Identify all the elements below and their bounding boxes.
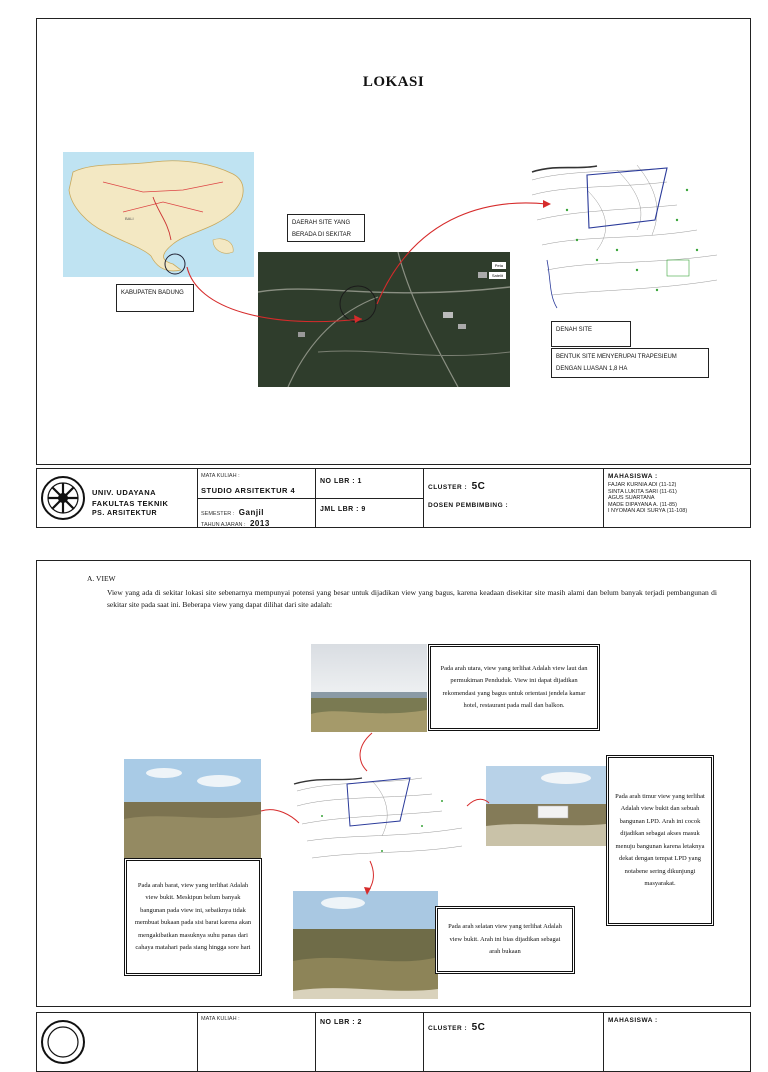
tb-course	[198, 469, 316, 527]
label-denah: DENAH SITE	[551, 321, 631, 347]
student-name: MADE DIPAYANA A. (11-85)	[608, 501, 677, 508]
tb-sheet-numbers	[316, 469, 424, 527]
intro-paragraph: View yang ada di sekitar lokasi site sebenarnya mempunyai potensi yang besar untuk dijadikan view yang bagus, karena keadaan disekitar site masih alami dan belum banyak terjadi pembangunan di sekitar site pada saat ini. Beberapa view yang dapat dilihat dari site adalah:	[107, 588, 717, 609]
tb2-cluster-row	[428, 1017, 485, 1035]
tb2-mahasiswa-label: MAHASISWA :	[608, 1017, 658, 1024]
tb-cluster	[424, 469, 604, 527]
label-kabupaten: KABUPATEN BADUNG	[116, 284, 194, 312]
tb-fakultas: FAKULTAS TEKNIK	[92, 499, 169, 508]
tb-mata-kuliah: STUDIO ARSITEKTUR 4	[201, 486, 296, 495]
tb-prodi: PS. ARSITEKTUR	[92, 510, 158, 517]
sheet-lokasi	[36, 18, 751, 465]
connector-arrows	[37, 19, 750, 464]
tb-cluster-value: 5C	[471, 481, 486, 492]
sheet-view	[36, 560, 751, 1007]
tb-tahun-row	[201, 513, 270, 531]
tb-univ: UNIV. UDAYANA	[92, 488, 157, 497]
map-button-peta[interactable]: Peta	[492, 262, 506, 269]
tb2-course	[198, 1013, 316, 1071]
tb-semester-label: SEMESTER :	[201, 511, 235, 517]
university-logo-icon	[40, 1019, 86, 1065]
caption-north: Pada arah utara, view yang terlihat Adalah view laut dan permukiman Penduduk. View ini dapat dijadikan rekomendasi yang bagus untuk orientasi jendela kamar hotel, restaurant pada mall dan balkon.	[428, 644, 600, 731]
tb2-cluster-value: 5C	[471, 1022, 486, 1033]
tb-mahasiswa-label: MAHASISWA :	[608, 473, 658, 480]
university-logo-icon	[40, 475, 86, 521]
tb-no-lbr: NO LBR : 1	[320, 478, 362, 485]
caption-south: Pada arah selatan view yang terlihat Adalah view bukit. Arah ini bias dijadikan sebagai arah bukaan	[435, 906, 575, 974]
student-name: I NYOMAN ADI SURYA (11-108)	[608, 508, 688, 515]
tb-mk-label: MATA KULIAH :	[201, 473, 240, 479]
tb2-no-lbr: NO LBR : 2	[320, 1019, 362, 1026]
tb-students	[604, 469, 750, 527]
student-name: FAJAR KURNIA ADI (11-12)	[608, 482, 677, 488]
tb-institution	[37, 469, 198, 527]
view-connector-arrows	[37, 561, 750, 1006]
tb2-cluster-label: CLUSTER :	[428, 1025, 468, 1032]
student-name: AGUS SUARTANA	[608, 495, 655, 502]
tb-tahun-label: TAHUN AJARAN :	[201, 522, 246, 528]
tb2-institution	[37, 1013, 198, 1071]
label-bentuk: BENTUK SITE MENYERUPAI TRAPESIEUM DENGAN LUASAN 1,8 HA	[551, 348, 709, 378]
title-block-1	[36, 468, 751, 528]
tb-jml-lbr: JML LBR : 9	[320, 506, 366, 513]
tb2-cluster	[424, 1013, 604, 1071]
section-heading: A. VIEW	[87, 574, 116, 583]
map-button-satelit[interactable]: Satelit	[489, 272, 506, 279]
tb-tahun: 2013	[249, 519, 270, 528]
svg-text:BALI: BALI	[125, 216, 134, 221]
tb2-students	[604, 1013, 750, 1071]
tb-dosen: DOSEN PEMBIMBING :	[428, 502, 509, 509]
tb2-sheet-numbers	[316, 1013, 424, 1071]
sheet-title: LOKASI	[362, 74, 425, 90]
tb-cluster-label: CLUSTER :	[428, 484, 468, 491]
student-name: SINTA LUKITA SARI (11-61)	[608, 488, 677, 495]
caption-east: Pada arah timur view yang terlihat Adalah view bukit dan sebuah bangunan LPD. Arah ini cocok dijadikan sebagai akses masuk menuju bangunan karena letaknya dekat dengan tempat LPD yang notabene sering dikunjungi masyarakat.	[606, 755, 714, 926]
tb-student-list	[608, 482, 687, 515]
title-block-2	[36, 1012, 751, 1072]
caption-west: Pada arah barat, view yang terlihat Adalah view bukit. Meskipun belum banyak bangunan pada view ini, sebaiknya tidak membuat bukaan pada sisi barat karena akan mengakibatkan masuknya suhu panas dari cahaya matahari pada siang hingga sore hari	[124, 858, 262, 976]
tb-semester: Ganjil	[238, 508, 264, 517]
label-daerah: DAERAH SITE YANG BERADA DI SEKITAR	[287, 214, 365, 242]
tb-cluster-row	[428, 476, 485, 494]
tb2-mk-label: MATA KULIAH :	[201, 1016, 240, 1022]
